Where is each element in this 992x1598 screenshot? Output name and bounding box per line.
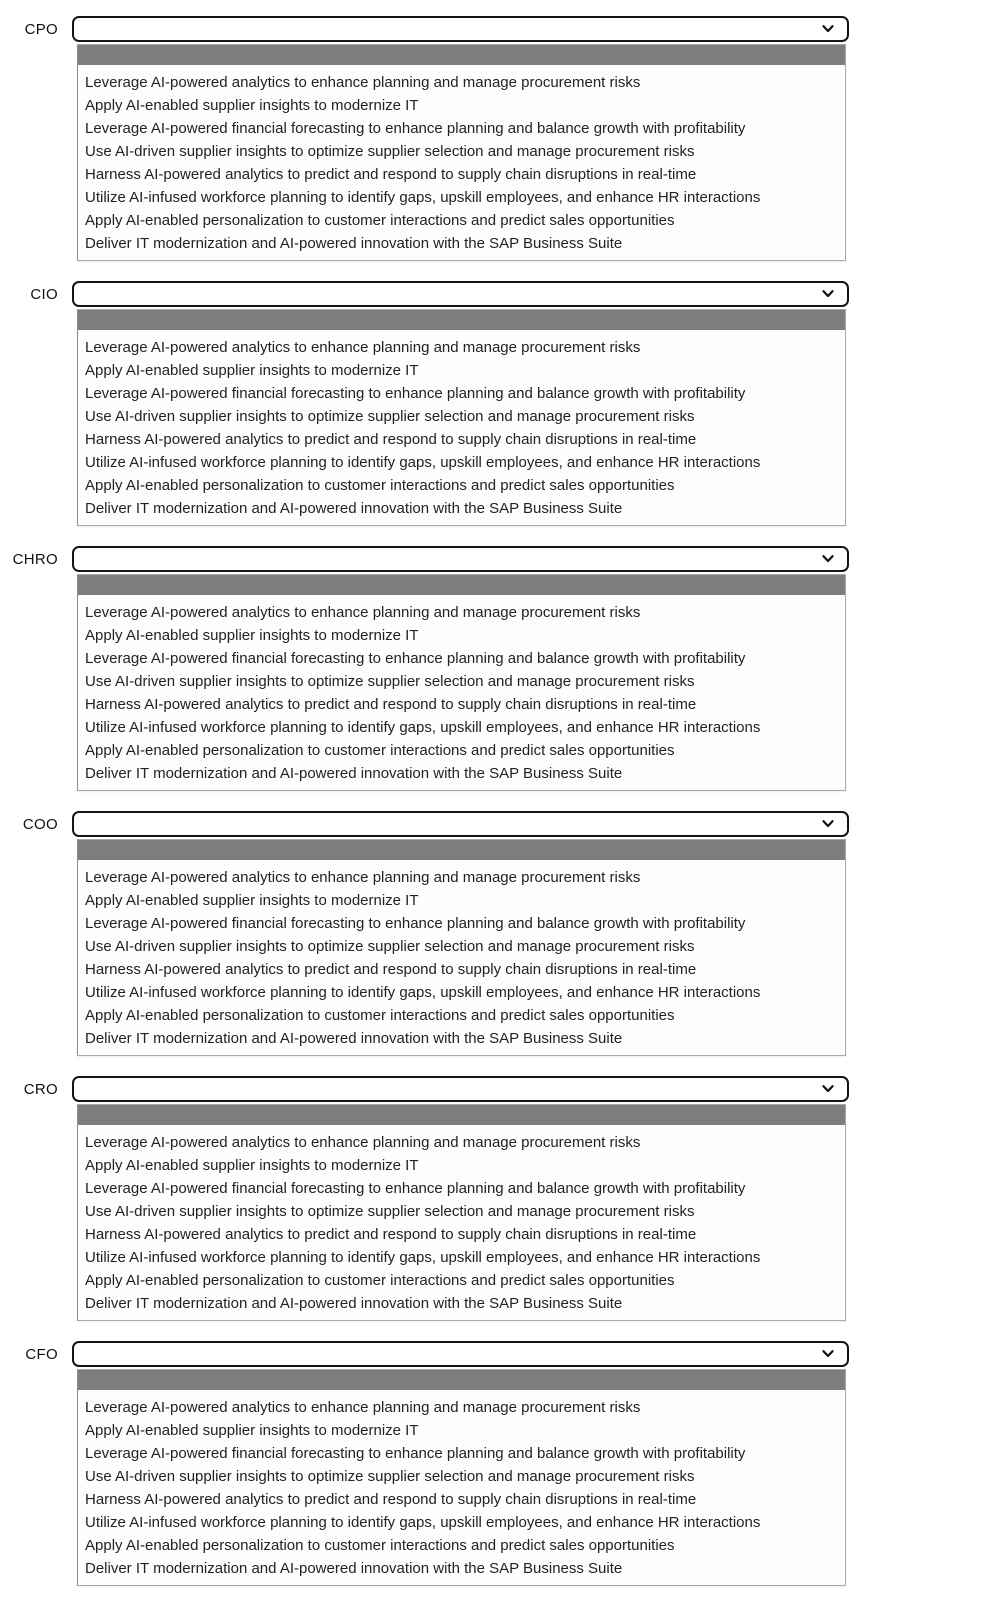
dropdown-list [77,44,846,261]
dropdown-option[interactable]: Apply AI-enabled personalization to customer interactions and predict sales opportunities [85,742,675,759]
dropdown-option[interactable]: Leverage AI-powered financial forecasting to enhance planning and balance growth with profitability [85,120,746,137]
select-row [0,1076,992,1102]
chevron-down-icon [822,1350,834,1358]
role-select[interactable] [72,16,849,42]
dropdown-option[interactable]: Leverage AI-powered analytics to enhance planning and manage procurement risks [85,1399,641,1416]
dropdown-list [77,309,846,526]
chevron-down-icon [822,820,834,828]
dropdown-option-empty-highlighted[interactable] [78,1370,845,1390]
role-select[interactable] [72,811,849,837]
chevron-down-icon [822,25,834,33]
select-row [0,546,992,572]
select-row [0,1341,992,1367]
dropdown-option[interactable]: Apply AI-enabled personalization to customer interactions and predict sales opportunities [85,212,675,229]
role-select[interactable] [72,281,849,307]
dropdown-option[interactable]: Leverage AI-powered analytics to enhance planning and manage procurement risks [85,869,641,886]
dropdown-list [77,839,846,1056]
dropdown-option[interactable]: Utilize AI-infused workforce planning to identify gaps, upskill employees, and enhance HR interactions [85,1249,761,1266]
dropdown-option[interactable]: Deliver IT modernization and AI-powered innovation with the SAP Business Suite [85,1030,623,1047]
dropdown-option[interactable]: Use AI-driven supplier insights to optimize supplier selection and manage procurement risks [85,1468,695,1485]
dropdown-option[interactable]: Harness AI-powered analytics to predict and respond to supply chain disruptions in real-time [85,431,697,448]
dropdown-option[interactable]: Harness AI-powered analytics to predict and respond to supply chain disruptions in real-time [85,961,697,978]
role-select[interactable] [72,546,849,572]
dropdown-option[interactable]: Leverage AI-powered analytics to enhance planning and manage procurement risks [85,604,641,621]
dropdown-list [77,1369,846,1586]
dropdown-option-empty-highlighted[interactable] [78,575,845,595]
role-label: CRO [23,1080,58,1098]
chevron-down-icon [822,290,834,298]
dropdown-option[interactable]: Leverage AI-powered financial forecasting to enhance planning and balance growth with profitability [85,1445,746,1462]
chevron-down-icon [822,1085,834,1093]
dropdown-option[interactable]: Deliver IT modernization and AI-powered innovation with the SAP Business Suite [85,500,623,517]
section-chro [0,546,992,791]
dropdown-option[interactable]: Utilize AI-infused workforce planning to identify gaps, upskill employees, and enhance HR interactions [85,454,761,471]
dropdown-option[interactable]: Apply AI-enabled personalization to customer interactions and predict sales opportunities [85,1007,675,1024]
dropdown-option[interactable]: Apply AI-enabled personalization to customer interactions and predict sales opportunities [85,1537,675,1554]
dropdown-option[interactable]: Utilize AI-infused workforce planning to identify gaps, upskill employees, and enhance HR interactions [85,189,761,206]
section-coo [0,811,992,1056]
dropdown-option[interactable]: Harness AI-powered analytics to predict and respond to supply chain disruptions in real-time [85,696,697,713]
dropdown-option[interactable]: Deliver IT modernization and AI-powered innovation with the SAP Business Suite [85,765,623,782]
section-cfo [0,1341,992,1586]
dropdown-option[interactable]: Use AI-driven supplier insights to optimize supplier selection and manage procurement risks [85,143,695,160]
role-label: COO [22,815,58,833]
role-select[interactable] [72,1341,849,1367]
dropdown-option-empty-highlighted[interactable] [78,1105,845,1125]
dropdown-option[interactable]: Leverage AI-powered analytics to enhance planning and manage procurement risks [85,1134,641,1151]
role-select[interactable] [72,1076,849,1102]
role-label: CHRO [12,550,58,568]
section-cro [0,1076,992,1321]
dropdown-option[interactable]: Apply AI-enabled personalization to customer interactions and predict sales opportunities [85,1272,675,1289]
chevron-down-icon [822,555,834,563]
dropdown-option[interactable]: Use AI-driven supplier insights to optimize supplier selection and manage procurement risks [85,1203,695,1220]
role-label: CPO [24,20,58,38]
dropdown-option[interactable]: Leverage AI-powered analytics to enhance planning and manage procurement risks [85,339,641,356]
select-row [0,16,992,42]
section-cpo [0,16,992,261]
select-row [0,811,992,837]
dropdown-option[interactable]: Use AI-driven supplier insights to optimize supplier selection and manage procurement risks [85,938,695,955]
dropdown-option[interactable]: Deliver IT modernization and AI-powered innovation with the SAP Business Suite [85,1295,623,1312]
dropdown-option[interactable]: Harness AI-powered analytics to predict and respond to supply chain disruptions in real-time [85,1226,697,1243]
dropdown-option[interactable]: Leverage AI-powered financial forecasting to enhance planning and balance growth with profitability [85,1180,746,1197]
role-label: CFO [25,1345,58,1363]
dropdown-option-empty-highlighted[interactable] [78,310,845,330]
dropdown-option[interactable]: Utilize AI-infused workforce planning to identify gaps, upskill employees, and enhance HR interactions [85,1514,761,1531]
role-label: CIO [30,285,58,303]
dropdown-option[interactable]: Deliver IT modernization and AI-powered innovation with the SAP Business Suite [85,235,623,252]
dropdown-option[interactable]: Leverage AI-powered financial forecasting to enhance planning and balance growth with profitability [85,650,746,667]
dropdown-option[interactable]: Apply AI-enabled supplier insights to modernize IT [85,97,419,114]
dropdown-option[interactable]: Deliver IT modernization and AI-powered innovation with the SAP Business Suite [85,1560,623,1577]
dropdown-option[interactable]: Leverage AI-powered financial forecasting to enhance planning and balance growth with profitability [85,915,746,932]
dropdown-option[interactable]: Use AI-driven supplier insights to optimize supplier selection and manage procurement risks [85,408,695,425]
select-row [0,281,992,307]
dropdown-option[interactable]: Apply AI-enabled supplier insights to modernize IT [85,1157,419,1174]
role-priority-form [0,16,992,1586]
dropdown-option[interactable]: Apply AI-enabled supplier insights to modernize IT [85,892,419,909]
dropdown-option[interactable]: Apply AI-enabled supplier insights to modernize IT [85,627,419,644]
dropdown-list [77,1104,846,1321]
dropdown-option[interactable]: Use AI-driven supplier insights to optimize supplier selection and manage procurement risks [85,673,695,690]
dropdown-option-empty-highlighted[interactable] [78,840,845,860]
dropdown-option[interactable]: Harness AI-powered analytics to predict and respond to supply chain disruptions in real-time [85,1491,697,1508]
dropdown-option[interactable]: Apply AI-enabled supplier insights to modernize IT [85,362,419,379]
dropdown-option[interactable]: Apply AI-enabled supplier insights to modernize IT [85,1422,419,1439]
dropdown-option[interactable]: Leverage AI-powered analytics to enhance planning and manage procurement risks [85,74,641,91]
dropdown-option[interactable]: Utilize AI-infused workforce planning to identify gaps, upskill employees, and enhance HR interactions [85,984,761,1001]
dropdown-option[interactable]: Utilize AI-infused workforce planning to identify gaps, upskill employees, and enhance HR interactions [85,719,761,736]
dropdown-option[interactable]: Leverage AI-powered financial forecasting to enhance planning and balance growth with profitability [85,385,746,402]
dropdown-option[interactable]: Apply AI-enabled personalization to customer interactions and predict sales opportunities [85,477,675,494]
dropdown-option-empty-highlighted[interactable] [78,45,845,65]
dropdown-option[interactable]: Harness AI-powered analytics to predict and respond to supply chain disruptions in real-time [85,166,697,183]
dropdown-list [77,574,846,791]
section-cio [0,281,992,526]
